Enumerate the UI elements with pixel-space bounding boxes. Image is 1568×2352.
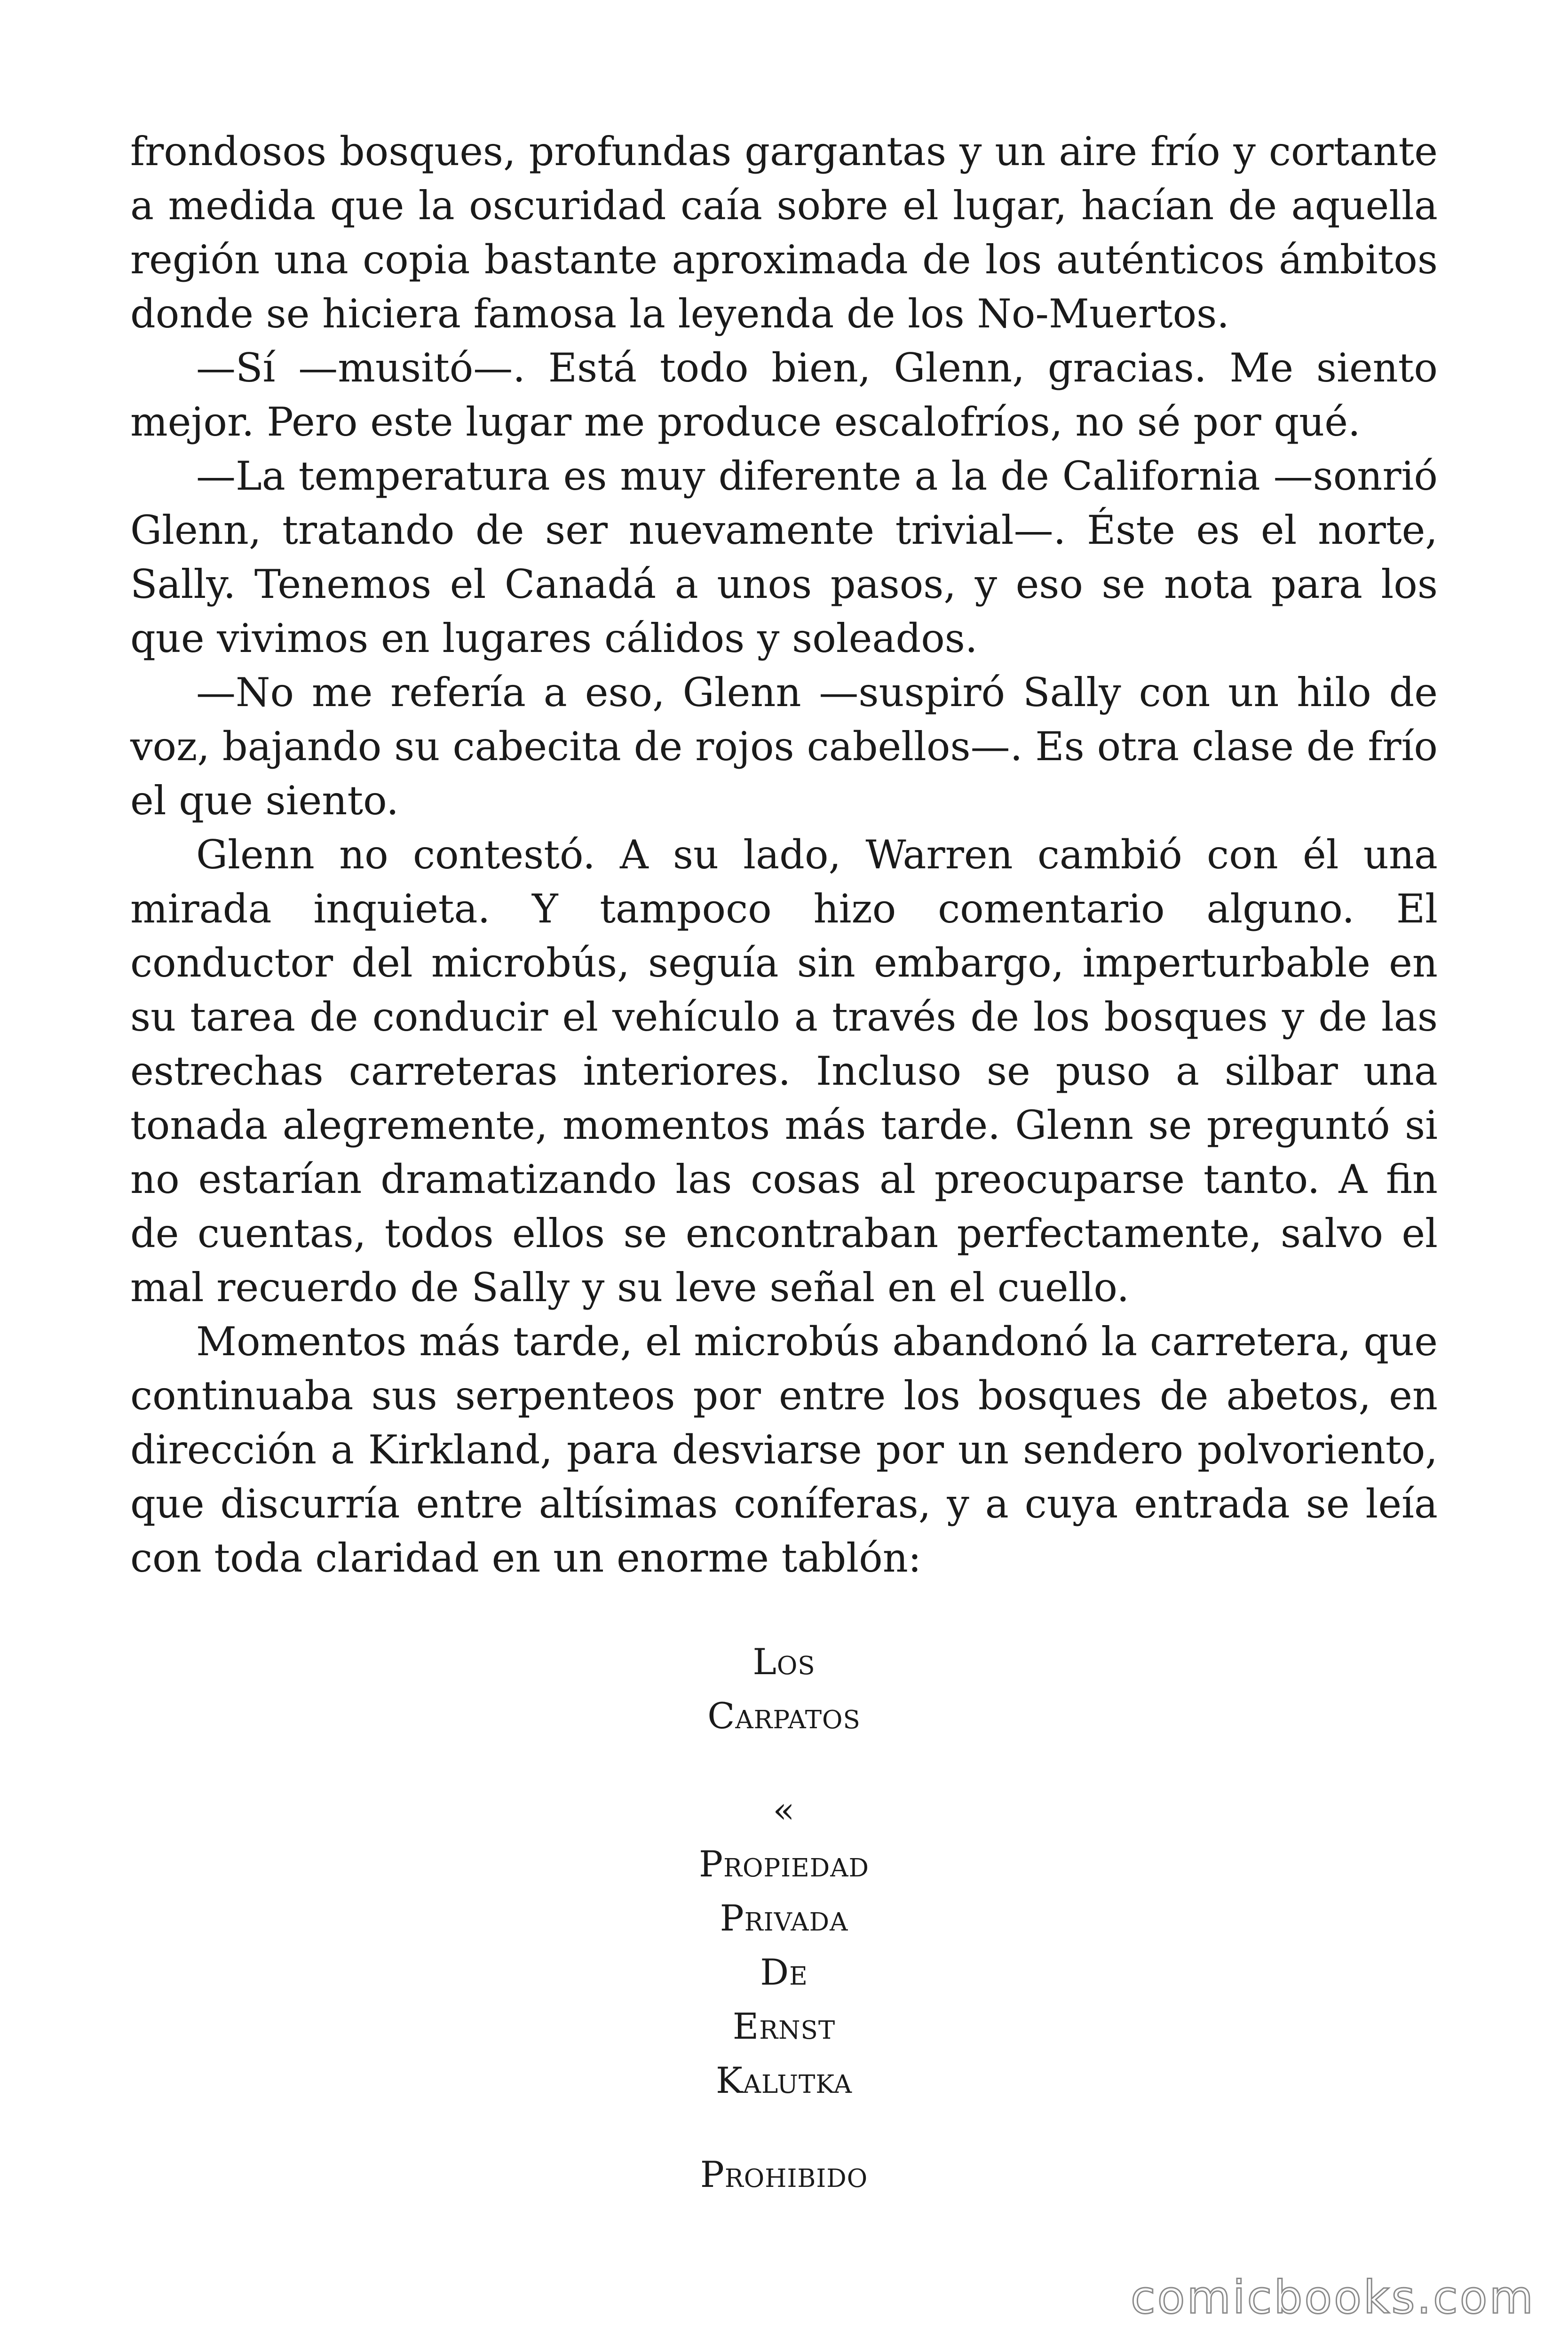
sign-line-propiedad: Propiedad (698, 1843, 870, 1885)
paragraph-4: —No me refería a eso, Glenn —suspiró Sally con un hilo de voz, bajando su cabecita de rojos cabellos—. Es otra clase de frío el que siento. (130, 669, 1438, 824)
paragraph-6: Momentos más tarde, el microbús abandonó la carretera, que continuaba sus serpenteos por entre los bosques de abetos, en dirección a Kirkland, para desviarse por un sendero polvoriento, que discurría entre altísimas coníferas, y a cuya entrada se leía con toda claridad en un enorme tablón: (130, 1319, 1438, 1581)
sign-line-prohibido: Prohibido (700, 2153, 868, 2195)
watermark-text: comicbooks.com (1130, 2271, 1535, 2324)
paragraph-5: Glenn no contestó. A su lado, Warren cambió con él una mirada inquieta. Y tampoco hizo comentario alguno. El conductor del microbús, seguía sin embargo, imperturbable en su tarea de conducir el vehículo a través de los bosques y de las estrechas carreteras interiores. Incluso se puso a silbar una tonada alegremente, momentos más tarde. Glenn se preguntó si no estarían dramatizando las cosas al preocuparse tanto. A fin de cuentas, todos ellos se encontraban perfectamente, salvo el mal recuerdo de Sally y su leve señal en el cuello. (130, 832, 1438, 1311)
sign-text-block-1 (0, 1635, 1568, 1743)
paragraph-2: —Sí —musitó—. Está todo bien, Glenn, gracias. Me siento mejor. Pero este lugar me produce escalofríos, no sé por qué. (130, 345, 1438, 445)
sign-line-ernst: Ernst (732, 2005, 836, 2047)
sign-open-quote: « (773, 1789, 795, 1831)
paragraph-1: frondosos bosques, profundas gargantas y un aire frío y cortante a medida que la oscuridad caía sobre el lugar, hacían de aquella región una copia bastante aproximada de los auténticos ámbitos donde se hiciera famosa la leyenda de los No-Muertos. (130, 128, 1438, 337)
paragraph-3: —La temperatura es muy diferente a la de California —sonrió Glenn, tratando de ser nuevamente trivial—. Éste es el norte, Sally. Tenemos el Canadá a unos pasos, y eso se nota para los que vivimos en lugares cálidos y soleados. (130, 453, 1438, 661)
sign-text-block-3 (0, 2147, 1568, 2201)
sign-line-los: Los (752, 1641, 816, 1683)
sign-text-block-2 (0, 1837, 1568, 2107)
sign-line-kalutka: Kalutka (715, 2059, 853, 2101)
body-text (130, 125, 1438, 1585)
sign-line-privada: Privada (720, 1897, 848, 1939)
sign-line-de: De (760, 1951, 808, 1993)
sign-quote-mark (0, 1783, 1568, 1837)
sign-line-carpatos: Carpatos (707, 1695, 861, 1737)
